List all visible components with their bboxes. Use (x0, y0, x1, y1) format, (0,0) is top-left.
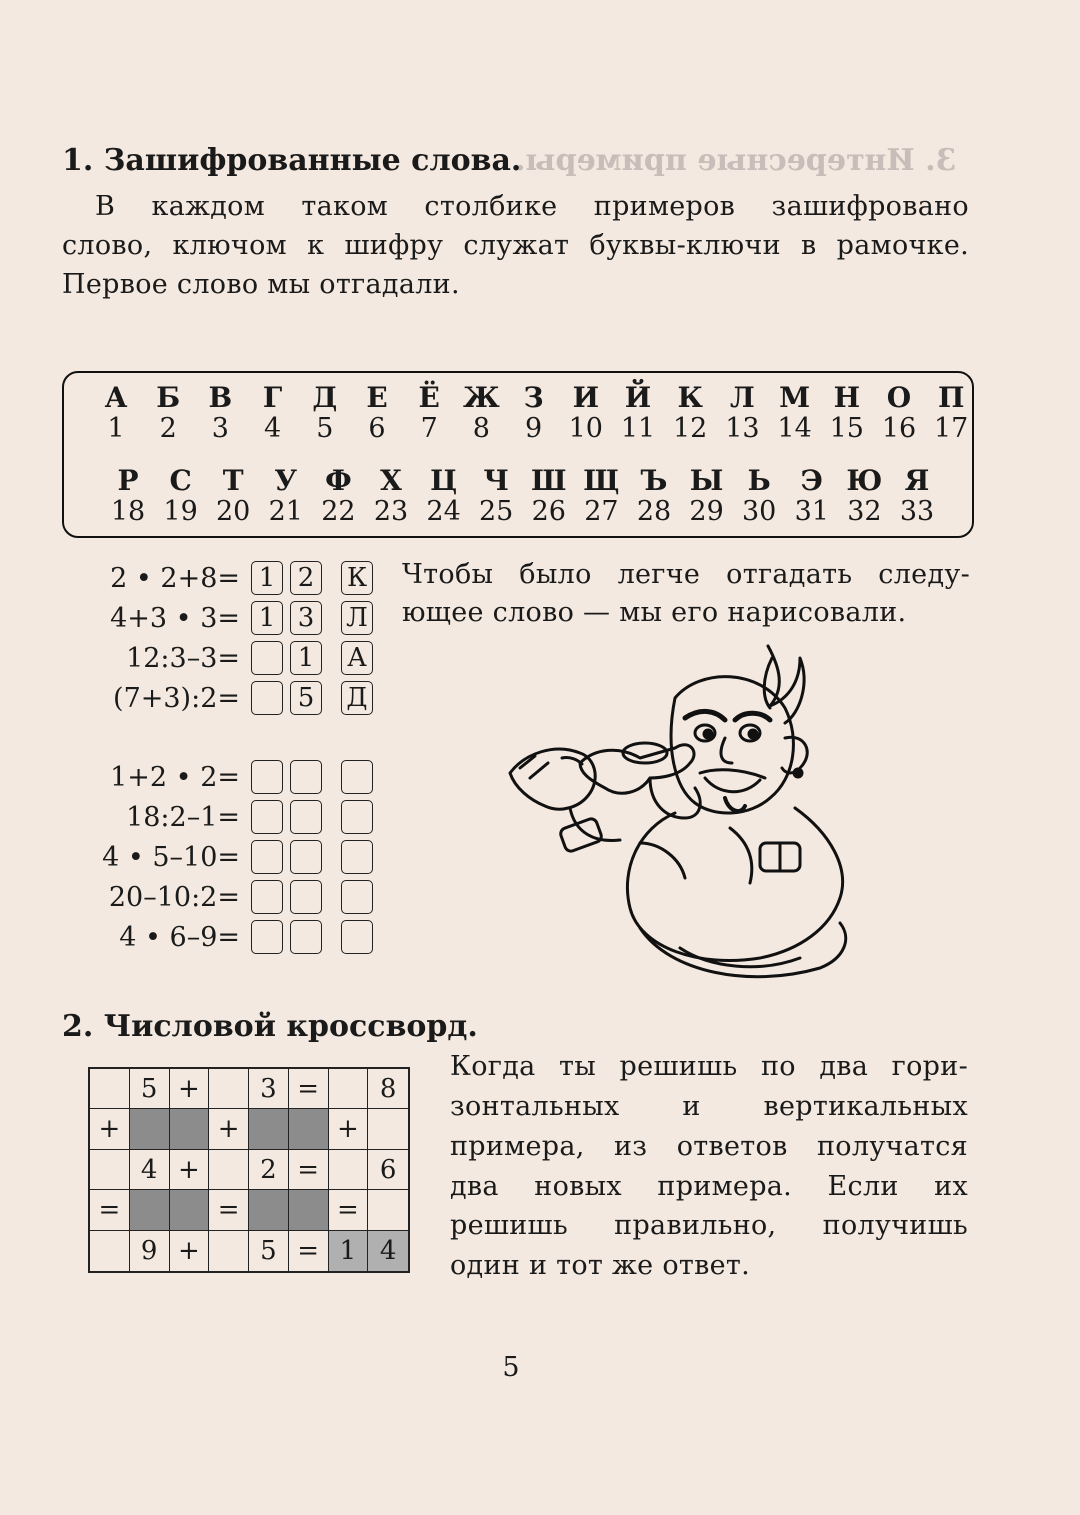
answer-letter-box[interactable] (341, 800, 373, 834)
alphabet-number: 27 (584, 496, 619, 527)
alphabet-cell (355, 383, 399, 445)
alphabet-number: 23 (373, 496, 409, 527)
alphabet-cell (159, 466, 203, 528)
example-expression: (7+3):2= (113, 683, 240, 714)
answer-letter-box[interactable] (341, 760, 373, 794)
alphabet-cell (251, 383, 295, 445)
crossword-cell[interactable]: = (209, 1190, 249, 1230)
answer-digit-box[interactable]: 1 (251, 601, 283, 635)
alphabet-number: 33 (899, 496, 935, 527)
example-expression: 12:3–3= (126, 643, 240, 674)
alphabet-number: 4 (264, 413, 282, 444)
bleed-through-heading: 3. Интересные примеры. (515, 143, 957, 178)
alphabet-letter: Й (624, 381, 652, 414)
alphabet-cell (459, 383, 503, 445)
alphabet-letter: П (937, 381, 965, 414)
crossword-cell[interactable] (170, 1190, 210, 1230)
crossword-cell[interactable]: 2 (249, 1150, 289, 1190)
answer-digit-box[interactable]: 3 (290, 601, 322, 635)
alphabet-number: 17 (934, 413, 969, 444)
alphabet-number: 29 (689, 496, 724, 527)
crossword-cell[interactable]: 5 (249, 1231, 289, 1271)
alphabet-letter: Я (904, 464, 930, 497)
alphabet-number: 9 (525, 413, 543, 444)
alphabet-number: 11 (620, 413, 656, 444)
answer-letter-box[interactable] (341, 840, 373, 874)
crossword-cell[interactable]: 3 (249, 1069, 289, 1109)
alphabet-cell (316, 466, 360, 528)
alphabet-number: 24 (426, 496, 461, 527)
alphabet-cell (929, 383, 973, 445)
crossword-cell[interactable] (90, 1231, 130, 1271)
alphabet-number: 15 (829, 413, 864, 444)
alphabet-cell (264, 466, 308, 528)
answer-letter-box[interactable] (341, 920, 373, 954)
alphabet-letter: Ж (463, 381, 500, 414)
crossword-cell[interactable] (90, 1150, 130, 1190)
alphabet-number: 5 (316, 413, 334, 444)
crossword-cell[interactable] (289, 1109, 329, 1149)
crossword-cell[interactable]: = (289, 1069, 329, 1109)
crossword-cell[interactable]: 4 (130, 1150, 170, 1190)
section2-line-6: один и тот же ответ. (450, 1250, 751, 1281)
alphabet-letter: Ы (689, 464, 724, 497)
crossword-cell[interactable] (209, 1150, 249, 1190)
example-expression: 2 • 2+8= (110, 563, 240, 594)
answer-digit-box[interactable] (251, 880, 283, 914)
example-expression: 1+2 • 2= (110, 762, 240, 793)
alphabet-letter: Ч (483, 464, 509, 497)
alphabet-cell (668, 383, 712, 445)
alphabet-key-box (62, 371, 974, 538)
alphabet-letter: Б (156, 381, 181, 414)
crossword-cell[interactable]: + (170, 1231, 210, 1271)
crossword-cell[interactable] (249, 1190, 289, 1230)
alphabet-number: 10 (568, 413, 603, 444)
section2-title: 2. Числовой кроссворд. (62, 1009, 478, 1044)
answer-letter-box[interactable]: Д (341, 681, 373, 715)
alphabet-cell (825, 383, 869, 445)
alphabet-number: 6 (368, 413, 386, 444)
alphabet-letter: Ю (846, 464, 883, 497)
hint-line-2: ющее слово — мы его нарисовали. (402, 597, 907, 628)
section2-line-3: примера, из ответов получатся (450, 1131, 968, 1162)
answer-letter-box[interactable]: Л (341, 601, 373, 635)
crossword-cell[interactable] (329, 1069, 369, 1109)
section2-line-1: Когда ты решишь по два гори- (450, 1051, 968, 1082)
alphabet-letter: Ь (747, 464, 771, 497)
crossword-cell[interactable]: 5 (130, 1069, 170, 1109)
alphabet-letter: В (208, 381, 233, 414)
alphabet-letter: Л (730, 381, 755, 414)
alphabet-number: 13 (725, 413, 760, 444)
alphabet-number: 20 (216, 496, 251, 527)
answer-digit-box[interactable] (251, 760, 283, 794)
crossword-cell[interactable] (368, 1190, 408, 1230)
alphabet-number: 26 (531, 496, 566, 527)
alphabet-cell (773, 383, 817, 445)
crossword-cell[interactable] (329, 1150, 369, 1190)
answer-digit-box[interactable]: 1 (290, 641, 322, 675)
crossword-cell[interactable]: = (289, 1150, 329, 1190)
crossword-cell[interactable] (209, 1231, 249, 1271)
answer-letter-box[interactable] (341, 880, 373, 914)
crossword-cell[interactable] (130, 1109, 170, 1149)
alphabet-letter: М (779, 381, 811, 414)
alphabet-letter: Х (380, 464, 402, 497)
answer-digit-box[interactable]: 2 (290, 561, 322, 595)
crossword-cell[interactable]: 1 (329, 1231, 369, 1271)
example-expression: 4 • 6–9= (119, 922, 240, 953)
alphabet-number: 25 (479, 496, 514, 527)
crossword-cell[interactable] (209, 1069, 249, 1109)
alphabet-letter: Т (222, 464, 244, 497)
answer-digit-box[interactable] (290, 800, 322, 834)
answer-letter-box[interactable]: А (341, 641, 373, 675)
crossword-cell[interactable] (130, 1190, 170, 1230)
section2-line-2: зонтальных и вертикальных (450, 1091, 968, 1122)
crossword-cell[interactable]: 8 (368, 1069, 408, 1109)
alphabet-cell (527, 466, 571, 528)
alphabet-number: 2 (159, 413, 177, 444)
crossword-cell[interactable] (289, 1190, 329, 1230)
alphabet-cell (632, 466, 676, 528)
alphabet-letter: Щ (583, 464, 620, 497)
alphabet-letter: О (886, 381, 912, 414)
alphabet-number: 32 (847, 496, 882, 527)
alphabet-letter: У (274, 464, 298, 497)
alphabet-cell (94, 383, 138, 445)
answer-digit-box[interactable] (251, 920, 283, 954)
alphabet-cell (407, 383, 451, 445)
alphabet-cell (895, 466, 939, 528)
alphabet-cell (685, 466, 729, 528)
alphabet-cell (564, 383, 608, 445)
section1-line-2: слово, ключом к шифру служат буквы-ключи в рамочке. (62, 230, 969, 261)
alphabet-letter: Ц (430, 464, 458, 497)
alphabet-cell (842, 466, 886, 528)
hint-line-1: Чтобы было легче отгадать следу- (402, 559, 970, 590)
crossword-cell[interactable]: + (170, 1150, 210, 1190)
crossword-cell[interactable]: = (329, 1190, 369, 1230)
page-number: 5 (502, 1352, 520, 1383)
answer-digit-box[interactable] (251, 800, 283, 834)
alphabet-letter: Ф (325, 464, 352, 497)
alphabet-cell (512, 383, 556, 445)
alphabet-letter: Э (800, 464, 823, 497)
alphabet-letter: Д (312, 381, 338, 414)
crossword-cell[interactable]: + (209, 1109, 249, 1149)
alphabet-number: 31 (794, 496, 829, 527)
alphabet-letter: Ш (531, 464, 567, 497)
crossword-cell[interactable]: 9 (130, 1231, 170, 1271)
crossword-cell[interactable]: + (329, 1109, 369, 1149)
alphabet-number: 21 (268, 496, 303, 527)
alphabet-letter: К (677, 381, 703, 414)
alphabet-number: 8 (472, 413, 490, 444)
answer-digit-box[interactable] (290, 760, 322, 794)
answer-digit-box[interactable] (251, 681, 283, 715)
alphabet-number: 19 (163, 496, 198, 527)
crossword-cell[interactable]: 6 (368, 1150, 408, 1190)
alphabet-number: 14 (777, 413, 812, 444)
example-expression: 4+3 • 3= (110, 603, 240, 634)
alphabet-letter: Ё (418, 381, 440, 414)
alphabet-cell (106, 466, 150, 528)
number-crossword (88, 1067, 410, 1273)
alphabet-cell (790, 466, 834, 528)
alphabet-cell (303, 383, 347, 445)
alphabet-letter: И (572, 381, 600, 414)
alphabet-cell (720, 383, 764, 445)
alphabet-cell (369, 466, 413, 528)
answer-digit-box[interactable] (251, 641, 283, 675)
alphabet-number: 18 (110, 496, 146, 527)
alphabet-cell (198, 383, 242, 445)
alphabet-letter: З (523, 381, 544, 414)
section2-line-5: решишь правильно, получишь (450, 1210, 968, 1241)
answer-digit-box[interactable] (251, 840, 283, 874)
alphabet-cell (616, 383, 660, 445)
crossword-cell[interactable]: = (90, 1190, 130, 1230)
section1-line-1: В каждом таком столбике примеров зашифровано (95, 191, 969, 222)
example-expression: 20–10:2= (108, 882, 240, 913)
alphabet-number: 30 (742, 496, 777, 527)
alphabet-number: 1 (107, 413, 125, 444)
section1-title: 1. Зашифрованные слова. (62, 143, 522, 178)
alphabet-letter: А (104, 381, 128, 414)
alphabet-cell (211, 466, 255, 528)
crossword-cell[interactable]: = (289, 1231, 329, 1271)
answer-digit-box[interactable]: 1 (251, 561, 283, 595)
crossword-cell[interactable] (249, 1109, 289, 1149)
alphabet-letter: Н (833, 381, 861, 414)
alphabet-number: 28 (636, 496, 672, 527)
crossword-cell[interactable] (170, 1109, 210, 1149)
example-expression: 18:2–1= (126, 802, 240, 833)
answer-digit-box[interactable] (290, 840, 322, 874)
alphabet-cell (579, 466, 623, 528)
section2-line-4: два новых примера. Если их (450, 1171, 968, 1202)
alphabet-letter: Е (366, 381, 388, 414)
alphabet-number: 12 (673, 413, 708, 444)
section1-line-3: Первое слово мы отгадали. (62, 269, 460, 300)
alphabet-cell (422, 466, 466, 528)
alphabet-letter: Р (117, 464, 139, 497)
answer-letter-box[interactable]: К (341, 561, 373, 595)
example-expression: 4 • 5–10= (102, 842, 240, 873)
alphabet-number: 16 (881, 413, 917, 444)
alphabet-number: 3 (211, 413, 229, 444)
genie-illustration (500, 628, 860, 988)
crossword-cell[interactable] (368, 1109, 408, 1149)
crossword-cell[interactable]: + (170, 1069, 210, 1109)
alphabet-letter: Г (262, 381, 283, 414)
alphabet-number: 7 (420, 413, 438, 444)
crossword-cell[interactable]: 4 (368, 1231, 408, 1271)
alphabet-letter: Ъ (640, 464, 668, 497)
alphabet-number: 22 (321, 496, 356, 527)
alphabet-letter: С (169, 464, 192, 497)
alphabet-cell (877, 383, 921, 445)
alphabet-cell (737, 466, 781, 528)
crossword-cell[interactable] (90, 1069, 130, 1109)
alphabet-cell (474, 466, 518, 528)
crossword-cell[interactable]: + (90, 1109, 130, 1149)
answer-digit-box[interactable]: 5 (290, 681, 322, 715)
answer-digit-box[interactable] (290, 920, 322, 954)
answer-digit-box[interactable] (290, 880, 322, 914)
alphabet-cell (146, 383, 190, 445)
